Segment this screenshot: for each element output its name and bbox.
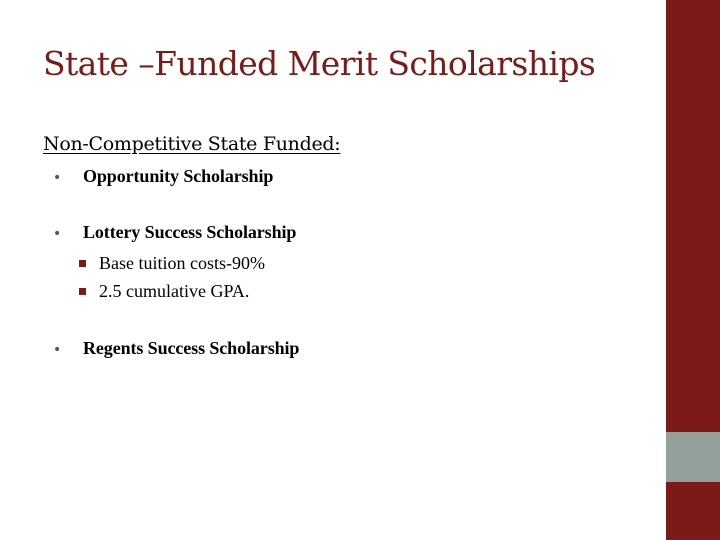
- bullet-label: Opportunity Scholarship: [83, 166, 274, 186]
- sub-bullet-label: 2.5 cumulative GPA.: [99, 281, 250, 301]
- sub-bullet-label: Base tuition costs-90%: [99, 253, 265, 273]
- square-bullet-icon: [79, 288, 86, 295]
- sub-bullet-item: [79, 281, 249, 302]
- sidebar-band: [666, 0, 720, 540]
- bullet-item: [53, 166, 273, 187]
- bullet-icon: •: [53, 226, 62, 242]
- bullet-icon: •: [53, 170, 62, 186]
- bullet-icon: •: [53, 342, 62, 358]
- bullet-item: [53, 338, 299, 359]
- slide-subtitle: Non-Competitive State Funded:: [43, 133, 341, 155]
- slide-title: State –Funded Merit Scholarships: [43, 44, 596, 83]
- bullet-label: Regents Success Scholarship: [83, 338, 300, 358]
- square-bullet-icon: [79, 260, 86, 267]
- bullet-item: [53, 222, 296, 243]
- sub-bullet-item: [79, 253, 265, 274]
- bullet-label: Lottery Success Scholarship: [83, 222, 297, 242]
- sidebar-accent-block: [666, 432, 720, 482]
